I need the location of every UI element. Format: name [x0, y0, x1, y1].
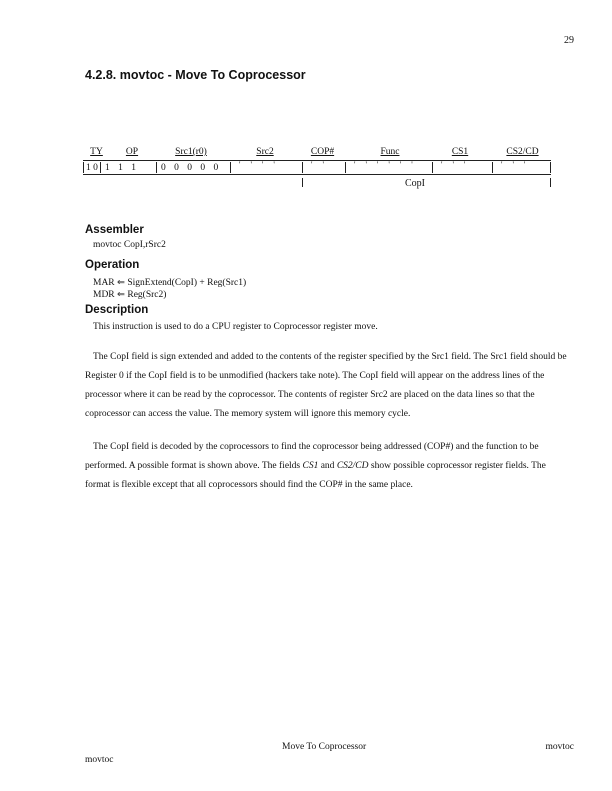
bits-op: 1 1 1	[100, 162, 156, 173]
footer-center: Move To Coprocessor	[282, 742, 367, 752]
bits-src2: ' ' ' '	[230, 162, 302, 173]
bits-cop: ' '	[302, 162, 345, 173]
page-number: 29	[564, 35, 574, 46]
field-cs1: CS1	[451, 147, 469, 157]
description-intro: This instruction is used to do a CPU register to Coprocessor register move.	[93, 322, 378, 332]
bits-cs2: ' ' '	[492, 162, 551, 173]
field-cop: COP#	[310, 147, 335, 157]
bits-cs1: ' ' '	[432, 162, 492, 173]
description-body	[85, 320, 567, 509]
description-paragraph-2	[85, 438, 567, 495]
operation-line: MAR ⇐ SignExtend(CopI) + Reg(Src1)	[93, 278, 247, 288]
copi-bracket-right	[550, 178, 551, 187]
field-name-cs2cd: CS2/CD	[336, 461, 369, 471]
bits-ty: 1 0	[83, 162, 100, 173]
paragraph-text: and	[318, 461, 337, 471]
bit-row	[83, 162, 551, 175]
description-paragraph-1: The CopI field is sign extended and added to the contents of the register specified by the Src1 field. The Src1 field should be Register 0 if the CopI field is to be unmodified (hackers take note). The CopI field will appear on the address lines of the processor where it can be read by the coprocessor. The contents of register Src2 are placed on the data lines so that the coprocessor can access the value. The memory system will ignore this memory cycle.	[85, 352, 567, 419]
paragraph-text: show possible coprocessor register fields. The format is flexible except that all coprocessors should find the COP# in the same place.	[85, 461, 546, 490]
footer-right: movtoc	[545, 742, 574, 752]
operation-heading: Operation	[85, 259, 140, 271]
operation-line: MDR ⇐ Reg(Src2)	[93, 290, 167, 300]
field-name-cs1: CS1	[302, 461, 319, 471]
field-op: OP	[125, 147, 139, 157]
field-src2: Src2	[256, 147, 274, 157]
assembler-heading: Assembler	[85, 224, 144, 236]
field-ty: TY	[90, 147, 103, 157]
field-src1: Src1(r0)	[175, 147, 207, 157]
field-func: Func	[380, 147, 400, 157]
bits-func: ' ' ' ' ' '	[345, 162, 432, 173]
paragraph-text: The CopI field is decoded by the coprocessors to find the coprocessor being addressed (COP#) and the function to be performed. A possible format is shown above. The fields	[85, 442, 539, 471]
bits-src1: 0 0 0 0 0	[156, 162, 230, 173]
field-cs2cd: CS2/CD	[506, 147, 539, 157]
description-heading: Description	[85, 304, 149, 316]
footer-left: movtoc	[85, 755, 114, 765]
assembler-syntax: movtoc CopI,rSrc2	[93, 240, 166, 250]
section-title: 4.2.8. movtoc - Move To Coprocessor	[85, 68, 306, 82]
copi-label: CopI	[405, 178, 425, 189]
copi-bracket-left	[302, 178, 303, 187]
